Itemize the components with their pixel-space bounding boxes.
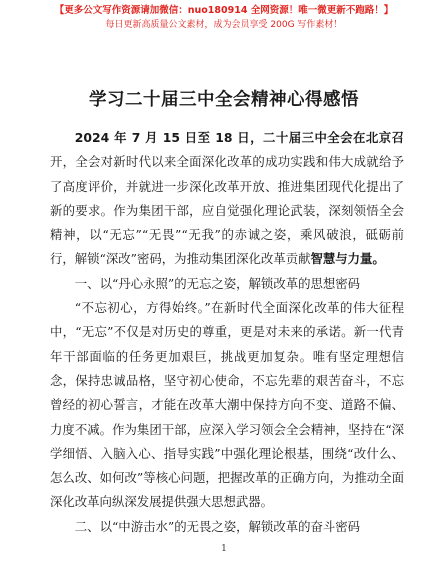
section-1-paragraph: “不忘初心，方得始终。”在新时代全面深化改革的伟大征程中，“无忘”不仅是对历史的尊重，更是对未来的承诺。新一代青年干部面临的任务更加艰巨，挑战更加复杂。唯有坚定理想信念，保持忠诚品格，坚守初心使命，不忘先辈的艰苦奋斗，不忘曾经的初心誓言，才能在改革大潮中保持方向不变、道路不偏、力度不减。作为集团干部，应深入学习领会全会精神，坚持在“深学细悟、入脑入心、指导实践”中强化理论根基，围绕“改什么、怎么改、如何改”等核心问题，把握改革的正确方向，为推动全面深化改革向纵深发展提供强大思想武器。 <box>50 300 404 510</box>
section-heading-1: 一、以“丹心永照”的无忘之姿，解锁改革的思想密码 <box>74 275 361 291</box>
document-title: 学习二十届三中全会精神心得感悟 <box>89 90 359 110</box>
promo-banner <box>0 4 448 32</box>
intro-end-bold: 智慧与力量。 <box>310 251 385 267</box>
document-body <box>50 126 404 539</box>
intro-date-bold: 2024 年 7 月 15 日至 18 日，二十届三中全会在北京召 <box>74 130 404 145</box>
section-heading-2: 二、以“中游击水”的无畏之姿，解锁改革的奋斗密码 <box>74 518 361 534</box>
intro-text: 开，全会对新时代以来全面深化改革的成功实践和伟大成就给予了高度评价，并就进一步深化改革开放、推进集团现代化提出了新的要求。作为集团干部，应自觉强化理论武装，深刻领悟全会精神，以“无忘”“无畏”“无我”的赤诚之姿，乘风破浪，砥砺前行，解锁“深改”密码，为推动集团深化改革贡献 <box>50 154 404 267</box>
page-number: 1 <box>221 544 227 554</box>
promo-banner-line2: 每日更新高质量公文素材，成为会员享受 200G 写作素材！ <box>105 20 343 30</box>
intro-paragraph <box>50 126 404 272</box>
promo-banner-line1: 【更多公文写作资源请加微信：nuo180914 全网资源！唯一微更新不跑路！】 <box>54 5 394 16</box>
